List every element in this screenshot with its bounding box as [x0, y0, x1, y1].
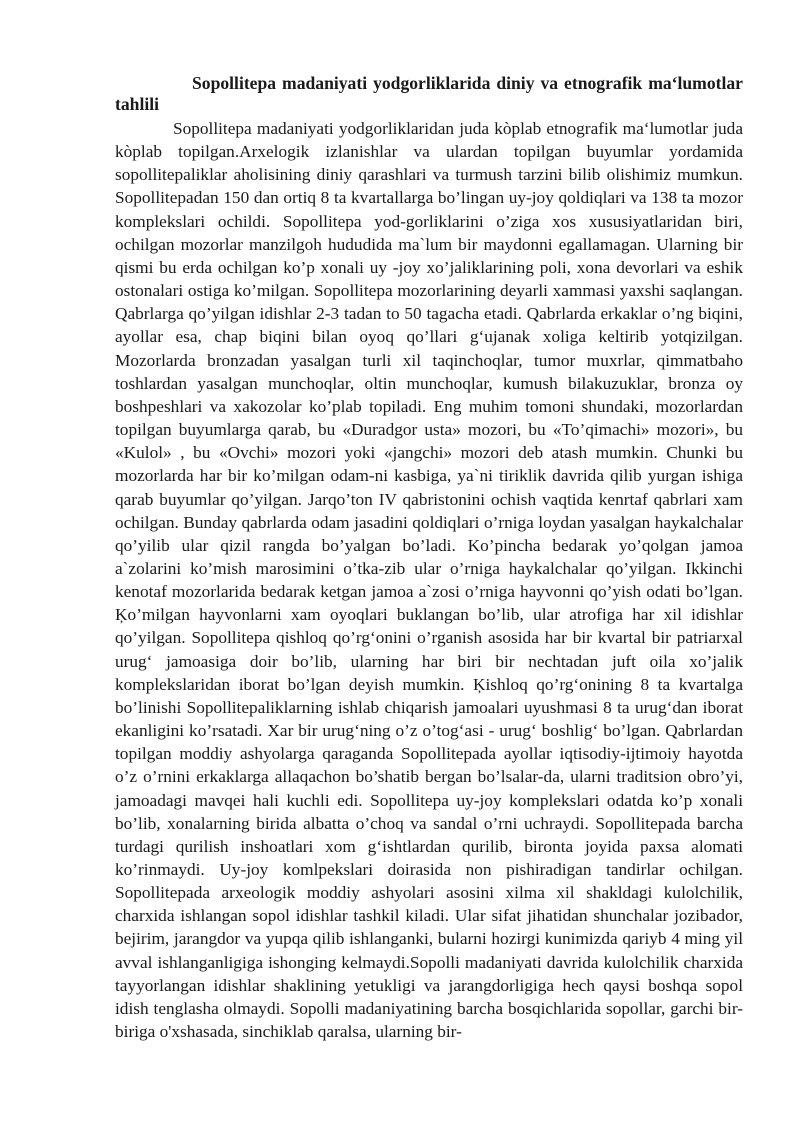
document-title: Sopollitepa madaniyati yodgorliklarida diniy va etnografik ma‘lumotlar tahlili	[115, 73, 743, 114]
body-paragraph: Sopollitepa madaniyati yodgorliklaridan juda kòplab etnografik ma‘lumotlar juda kòplab topilgan.Arxelogik izlanishlar va ulardan topilgan buyumlar yordamida sopollitepaliklar aholisining diniy qarashlari va turmush tarzini bilib olishimiz mumkun. Sopollitepadan 150 dan ortiq 8 ta kvartallarga bo’lingan uy-joy qoldiqlari va 138 ta mozor komplekslari ochildi. Sopollitepa yod-gorliklarini o’ziga xos xususiyatlaridan biri, ochilgan mozorlar manzilgoh hududida ma`lum bir maydonni egallamagan. Ularning bir qismi bu erda ochilgan ko’p xonali uy -joy xo’jaliklarining poli, xona devorlari va eshik ostonalari ostiga ko’milgan. Sopollitepa mozorlarining deyarli xammasi yaxshi saqlangan. Qabrlarga qo’yilgan idishlar 2-3 tadan to 50 tagacha etadi. Qabrlarda erkaklar o’ng biqini, ayollar esa, chap biqini bilan oyoq qo’llari g‘ujanak xoliga keltirib yotqizilgan. Mozorlarda bronzadan yasalgan turli xil taqinchoqlar, tumor muxrlar, qimmatbaho toshlardan yasalgan munchoqlar, oltin munchoqlar, kumush bilakuzuklar, bronza oy boshpeshlari va xakozolar ko’plab topiladi. Eng muhim tomoni shundaki, mozorlardan topilgan buyumlarga qarab, bu «Duradgor usta» mozori, bu «To’qimachi» mozori», bu «Kulol» , bu «Ovchi» mozori yoki «jangchi» mozori deb atash mumkin. Chunki bu mozorlarda har bir ko’milgan odam-ni kasbiga, ya`ni tiriklik davrida qilib yurgan ishiga qarab buyumlar qo’yilgan. Jarqo’ton IV qabristonini ochish vaqtida kenrtaf qabrlari xam ochilgan. Bunday qabrlarda odam jasadini qoldiqlari o’rniga loydan yasalgan haykalchalar qo’yilib ular qizil rangda bo’yalgan bo’ladi. Ko’pincha bedarak yo’qolgan jamoa a`zolarini ko’mish marosimini o’tka-zib ular o’rniga haykalchalar qo’yilgan. Ikkinchi kenotaf mozorlarida bedarak ketgan jamoa a`zosi o’rniga hayvonni qo’yish odati bo’lgan. Ķo’milgan hayvonlarni xam oyoqlari buklangan bo’lib, ular atrofiga har xil idishlar qo’yilgan. Sopollitepa qishloq qo’rg‘onini o’rganish asosida har bir kvartal bir patriarxal urug‘ jamoasiga doir bo’lib, ularning har biri bir nechtadan juft oila xo’jalik komplekslaridan iborat bo’lgan deyish mumkin. Ķishloq qo’rg‘onining 8 ta kvartalga bo’linishi Sopollitepaliklarning ishlab chiqarish jamoalari uyushmasi 8 ta urug‘dan iborat ekanligini ko’rsatadi. Xar bir urug‘ning o’z o’tog‘asi - urug‘ boshlig‘ bo’lgan. Qabrlardan topilgan moddiy ashyolarga qaraganda Sopollitepada ayollar iqtisodiy-ijtimoiy hayotda o’z o’rnini erkaklarga allaqachon bo’shatib bergan bo’lsalar-da, ularni traditsion obro’yi, jamoadagi mavqei hali kuchli edi. Sopollitepa uy-joy komplekslari odatda ko’p xonali bo’lib, xonalarning birida albatta o’choq va sandal o’rni uchraydi. Sopollitepada barcha turdagi qurilish inshoatlari xom g‘ishtlardan qurilib, bironta joyida paxsa alomati ko’rinmaydi. Uy-joy komlpekslari doirasida non pishiradigan tandirlar ochilgan. Sopollitepada arxeologik moddiy ashyolari asosini xilma xil shakldagi kulolchilik, charxida ishlangan sopol idishlar tashkil kiladi. Ular sifat jihatidan shunchalar jozibador, bejirim, jarangdor va yupqa qilib ishlanganki, bularni hozirgi kunimizda qariyb 4 ming yil avval ishlanganligiga ishonging kelmaydi.Sopolli madaniyati davrida kulolchilik charxida tayyorlangan idishlar shaklining yetukligi va jarangdorligiga hech qaysi boshqa sopol idish tenglasha olmaydi. Sopolli madaniyatining barcha bosqichlarida sopollar, garchi bir-biriga o'xshasada, sinchiklab qaralsa, ularning bir-	[115, 119, 743, 1042]
